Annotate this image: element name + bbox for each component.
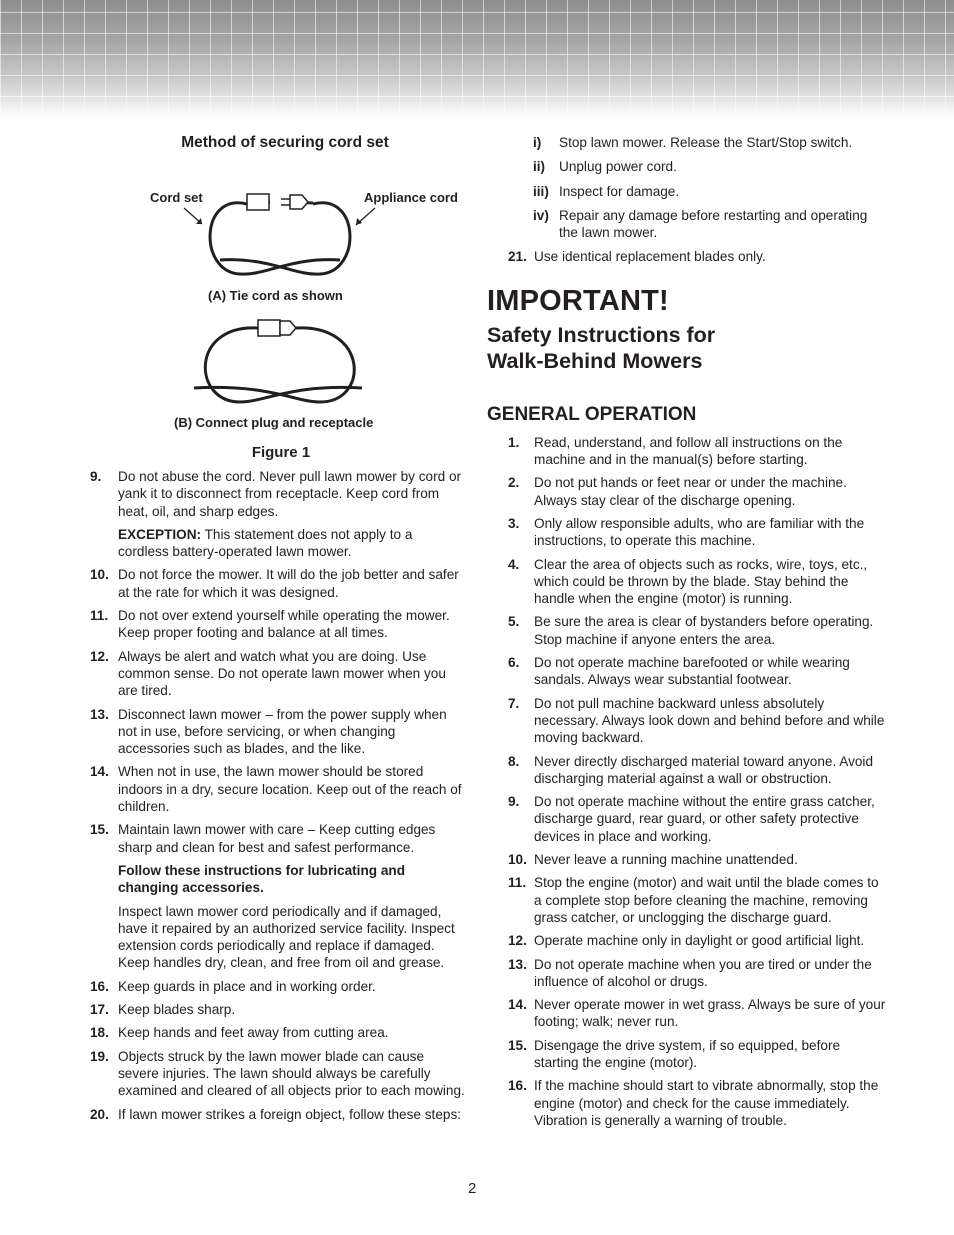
- list-item: 14. When not in use, the lawn mower should be stored indoors in a dry, secure location. Keep out of the reach of children.: [90, 764, 462, 815]
- sub-step: ii) Unplug power cord.: [533, 159, 677, 175]
- sub-steps-list: [487, 134, 887, 241]
- list-item: 9. Do not operate machine without the entire grass catcher, discharge guard, rear guard, or other safety protective devices in place and working.: [508, 794, 875, 844]
- plug-b: [280, 321, 296, 335]
- list-item: 8. Never directly discharged material toward anyone. Avoid discharging material against a wall or obstruction.: [508, 753, 874, 786]
- general-operation-heading: GENERAL OPERATION: [487, 403, 697, 425]
- sub-step: iv) Repair any damage before restarting and operating the lawn mower.: [533, 207, 868, 241]
- left-column: [90, 134, 466, 1129]
- safety-title: Safety Instructions for Walk-Behind Mowers: [487, 322, 716, 373]
- right-column: [487, 134, 887, 1135]
- list-item: 3. Only allow responsible adults, who are familiar with the instructions, to operate this machine.: [508, 515, 865, 549]
- appliance-cord-label: Appliance cord: [364, 190, 458, 205]
- list-item: 13. Disconnect lawn mower – from the power supply when not in use, before servicing, or when changing accessories such as blades, and the like.: [90, 706, 447, 757]
- list-item: 12. Operate machine only in daylight or good artificial light.: [508, 933, 865, 949]
- list-item: 11. Do not over extend yourself while operating the mower. Keep proper footing and balance at all times.: [90, 608, 450, 641]
- important-heading: IMPORTANT!: [487, 284, 669, 317]
- left-safety-list: [90, 468, 466, 1123]
- list-item: 14. Never operate mower in wet grass. Always be sure of your footing; walk; never run.: [508, 997, 886, 1030]
- list-item: 18. Keep hands and feet away from cutting area.: [90, 1025, 389, 1041]
- list-item: 10. Never leave a running machine unattended.: [508, 852, 798, 868]
- figure-title: Method of securing cord set: [181, 134, 389, 151]
- list-item: 15. Maintain lawn mower with care – Keep cutting edges sharp and clean for best and safest performance. Follow these instructions for lubricating and changing accessories. Inspect lawn mower cord periodically and if damaged, have it repaired by an authorized service facility. Inspect extension cords periodically and replace if damaged. Keep handles dry, clean, and free from oil and grease.: [90, 822, 455, 971]
- cord-a-left-loop: [210, 203, 340, 274]
- caption-a: (A) Tie cord as shown: [208, 288, 343, 303]
- list-item: 20. If lawn mower strikes a foreign object, follow these steps:: [90, 1106, 462, 1122]
- list-item: 17. Keep blades sharp.: [90, 1002, 236, 1018]
- page-number: 2: [468, 1180, 477, 1197]
- list-item: 7. Do not pull machine backward unless absolutely necessary. Always look down and behind before and while moving backward.: [508, 695, 885, 746]
- list-item: 21. Use identical replacement blades only.: [508, 249, 766, 265]
- list-item: 13. Do not operate machine when you are tired or under the influence of alcohol or drugs.: [508, 956, 872, 989]
- cord-figure: [90, 152, 466, 442]
- receptacle-b: [258, 320, 280, 336]
- cord-set-label: Cord set: [150, 190, 203, 205]
- list-item: 11. Stop the engine (motor) and wait until the blade comes to a complete stop before cleaning the machine, removing grass catcher, or unclogging the discharge guard.: [508, 875, 879, 925]
- list-item: 4. Clear the area of objects such as rocks, wire, toys, etc., which could be thrown by the blade. Stay behind the handle when the engine (motor) is running.: [508, 556, 868, 607]
- list-item: 9. Do not abuse the cord. Never pull lawn mower by cord or yank it to disconnect from receptacle. Keep cord from heat, oil, and sharp edges. EXCEPTION: This statement does not apply to a cordless battery-operated lawn mower.: [90, 469, 462, 560]
- list-item: 10. Do not force the mower. It will do the job better and safer at the rate for which it was designed.: [90, 567, 459, 600]
- list-item: 2. Do not put hands or feet near or under the machine. Always stay clear of the discharge opening.: [508, 475, 847, 508]
- caption-b: (B) Connect plug and receptacle: [174, 415, 374, 430]
- list-item: 6. Do not operate machine barefooted or while wearing sandals. Always wear substantial footwear.: [508, 655, 850, 688]
- list-item: 1. Read, understand, and follow all instructions on the machine and in the manual(s) before starting.: [508, 434, 843, 468]
- receptacle-a: [247, 194, 269, 210]
- list-item: 15. Disengage the drive system, if so equipped, before starting the engine (motor).: [508, 1037, 841, 1070]
- plug-a: [290, 195, 308, 209]
- cord-a-right-loop: [220, 203, 350, 274]
- sub-step: i) Stop lawn mower. Release the Start/Stop switch.: [533, 135, 853, 150]
- general-operation-list: [487, 434, 887, 1129]
- figure-caption: Figure 1: [251, 444, 311, 461]
- list-item: 19. Objects struck by the lawn mower blade can cause severe injuries. The lawn should always be carefully examined and cleared of all objects prior to each mowing.: [90, 1048, 465, 1099]
- sub-step: iii) Inspect for damage.: [533, 183, 680, 199]
- list-item: 16. If the machine should start to vibrate abnormally, stop the engine (motor) and check for the cause immediately. Vibration is generally a warning of trouble.: [508, 1078, 879, 1128]
- header-band: [0, 0, 954, 118]
- list-item: 16. Keep guards in place and in working order.: [90, 978, 376, 994]
- list-item: 12. Always be alert and watch what you are doing. Use common sense. Do not operate lawn mower when you are tired.: [90, 648, 446, 699]
- list-item: 5. Be sure the area is clear of bystanders before operating. Stop machine if anyone enters the area.: [508, 614, 874, 647]
